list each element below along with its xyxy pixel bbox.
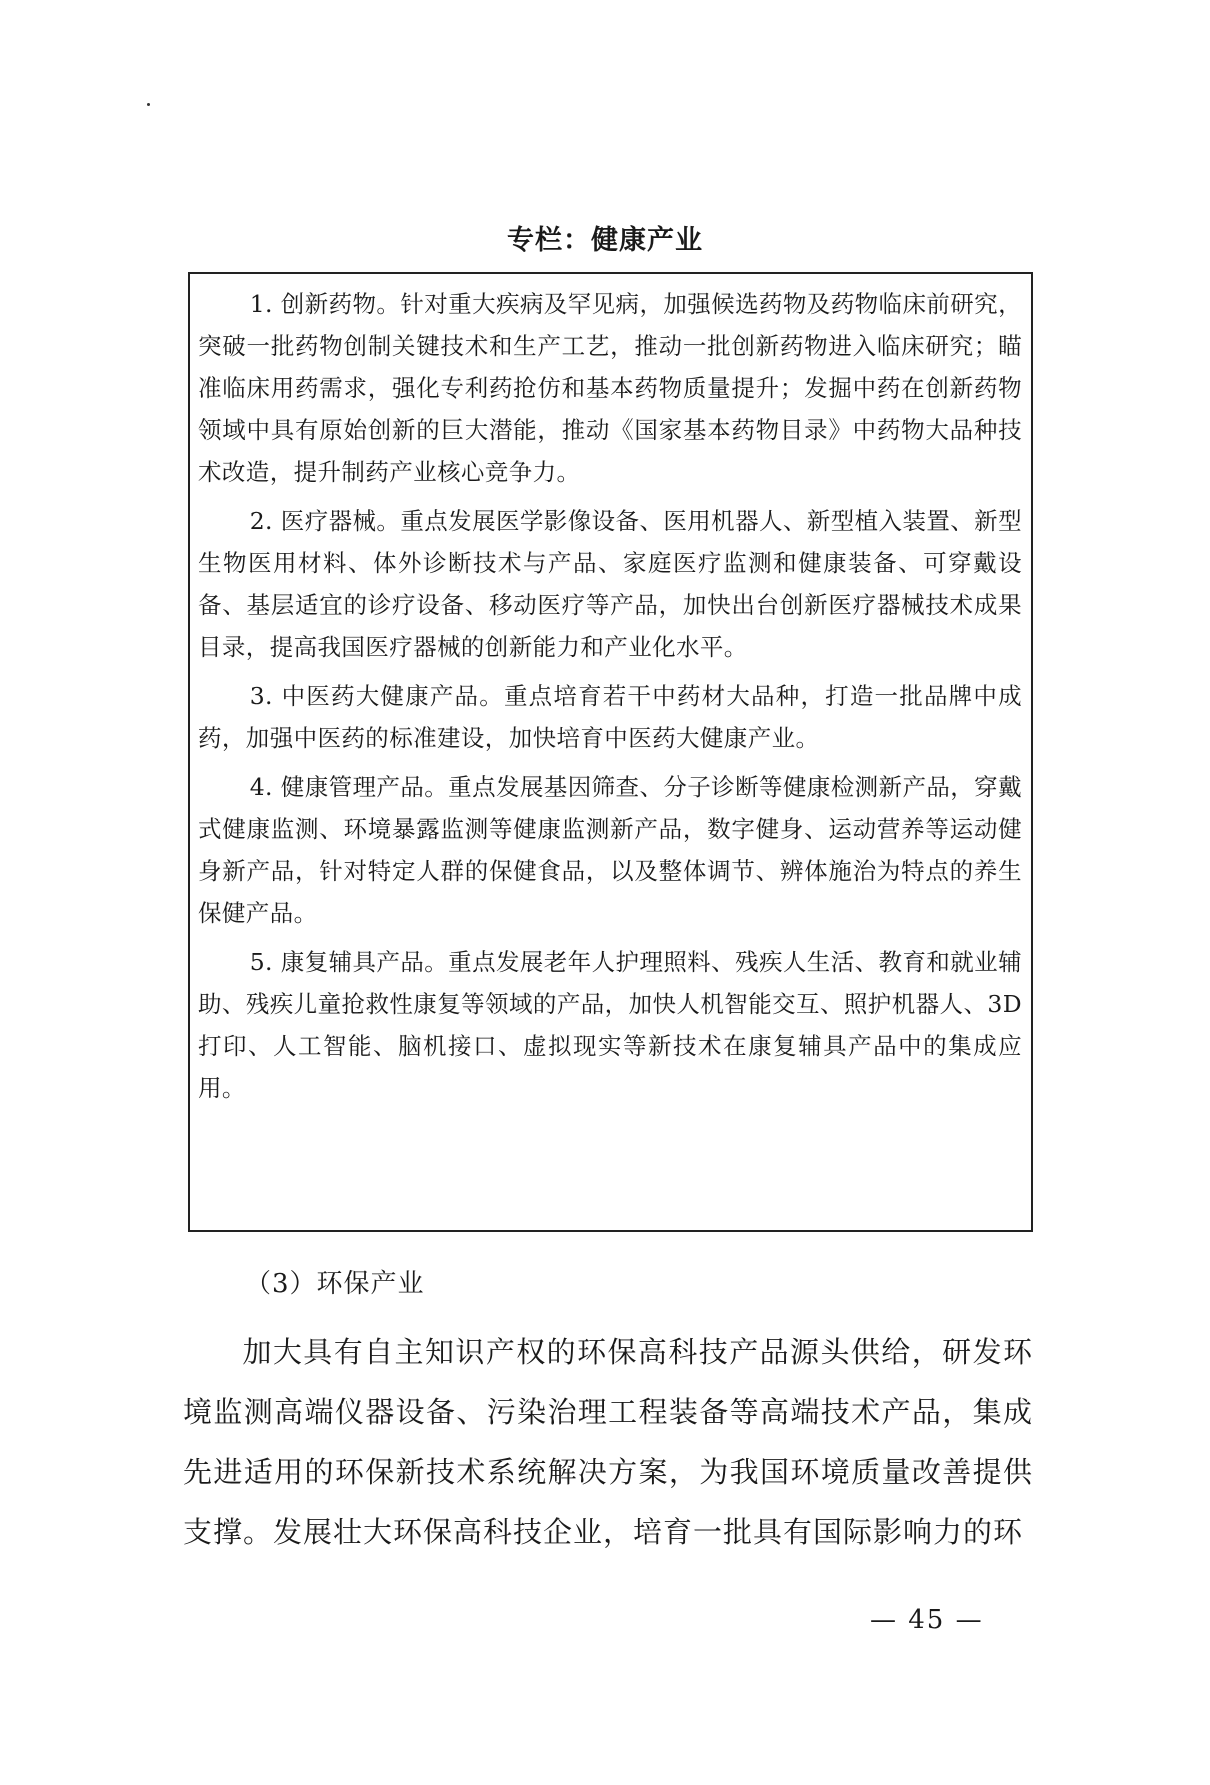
scan-speck: [147, 103, 150, 106]
column-box: [188, 272, 1033, 1232]
page-number: — 45 —: [870, 1605, 984, 1635]
column-item-medical-devices: 2. 医疗器械。重点发展医学影像设备、医用机器人、新型植入装置、新型生物医用材料、体外诊断技术与产品、家庭医疗监测和健康装备、可穿戴设备、基层适宜的诊疗设备、移动医疗等产品，加快出台创新医疗器械技术成果目录，提高我国医疗器械的创新能力和产业化水平。: [198, 507, 1022, 661]
column-item-health-management: 4. 健康管理产品。重点发展基因筛查、分子诊断等健康检测新产品，穿戴式健康监测、环境暴露监测等健康监测新产品，数字健身、运动营养等运动健身新产品，针对特定人群的保健食品，以及整体调节、辨体施治为特点的养生保健产品。: [198, 773, 1022, 927]
section-heading: （3）环保产业: [245, 1269, 425, 1299]
section-paragraph: 加大具有自主知识产权的环保高科技产品源头供给，研发环境监测高端仪器设备、污染治理工程装备等高端技术产品，集成先进适用的环保新技术系统解决方案，为我国环境质量改善提供支撑。发展壮大环保高科技企业，培育一批具有国际影响力的环: [183, 1335, 1033, 1549]
column-item-tcm-health-products: 3. 中医药大健康产品。重点培育若干中药材大品种，打造一批品牌中成药，加强中医药的标准建设，加快培育中医药大健康产业。: [198, 682, 1022, 752]
column-item-innovative-drugs: 1. 创新药物。针对重大疾病及罕见病，加强候选药物及药物临床前研究，突破一批药物创制关键技术和生产工艺，推动一批创新药物进入临床研究；瞄准临床用药需求，强化专利药抢仿和基本药物质量提升；发掘中药在创新药物领域中具有原始创新的巨大潜能，推动《国家基本药物目录》中药物大品种技术改造，提升制药产业核心竞争力。: [198, 290, 1022, 486]
column-item-rehabilitation-aids: 5. 康复辅具产品。重点发展老年人护理照料、残疾人生活、教育和就业辅助、残疾儿童抢救性康复等领域的产品，加快人机智能交互、照护机器人、3D 打印、人工智能、脑机接口、虚拟现实等新技术在康复辅具产品中的集成应用。: [198, 948, 1022, 1102]
column-box-title: 专栏：健康产业: [507, 225, 703, 256]
